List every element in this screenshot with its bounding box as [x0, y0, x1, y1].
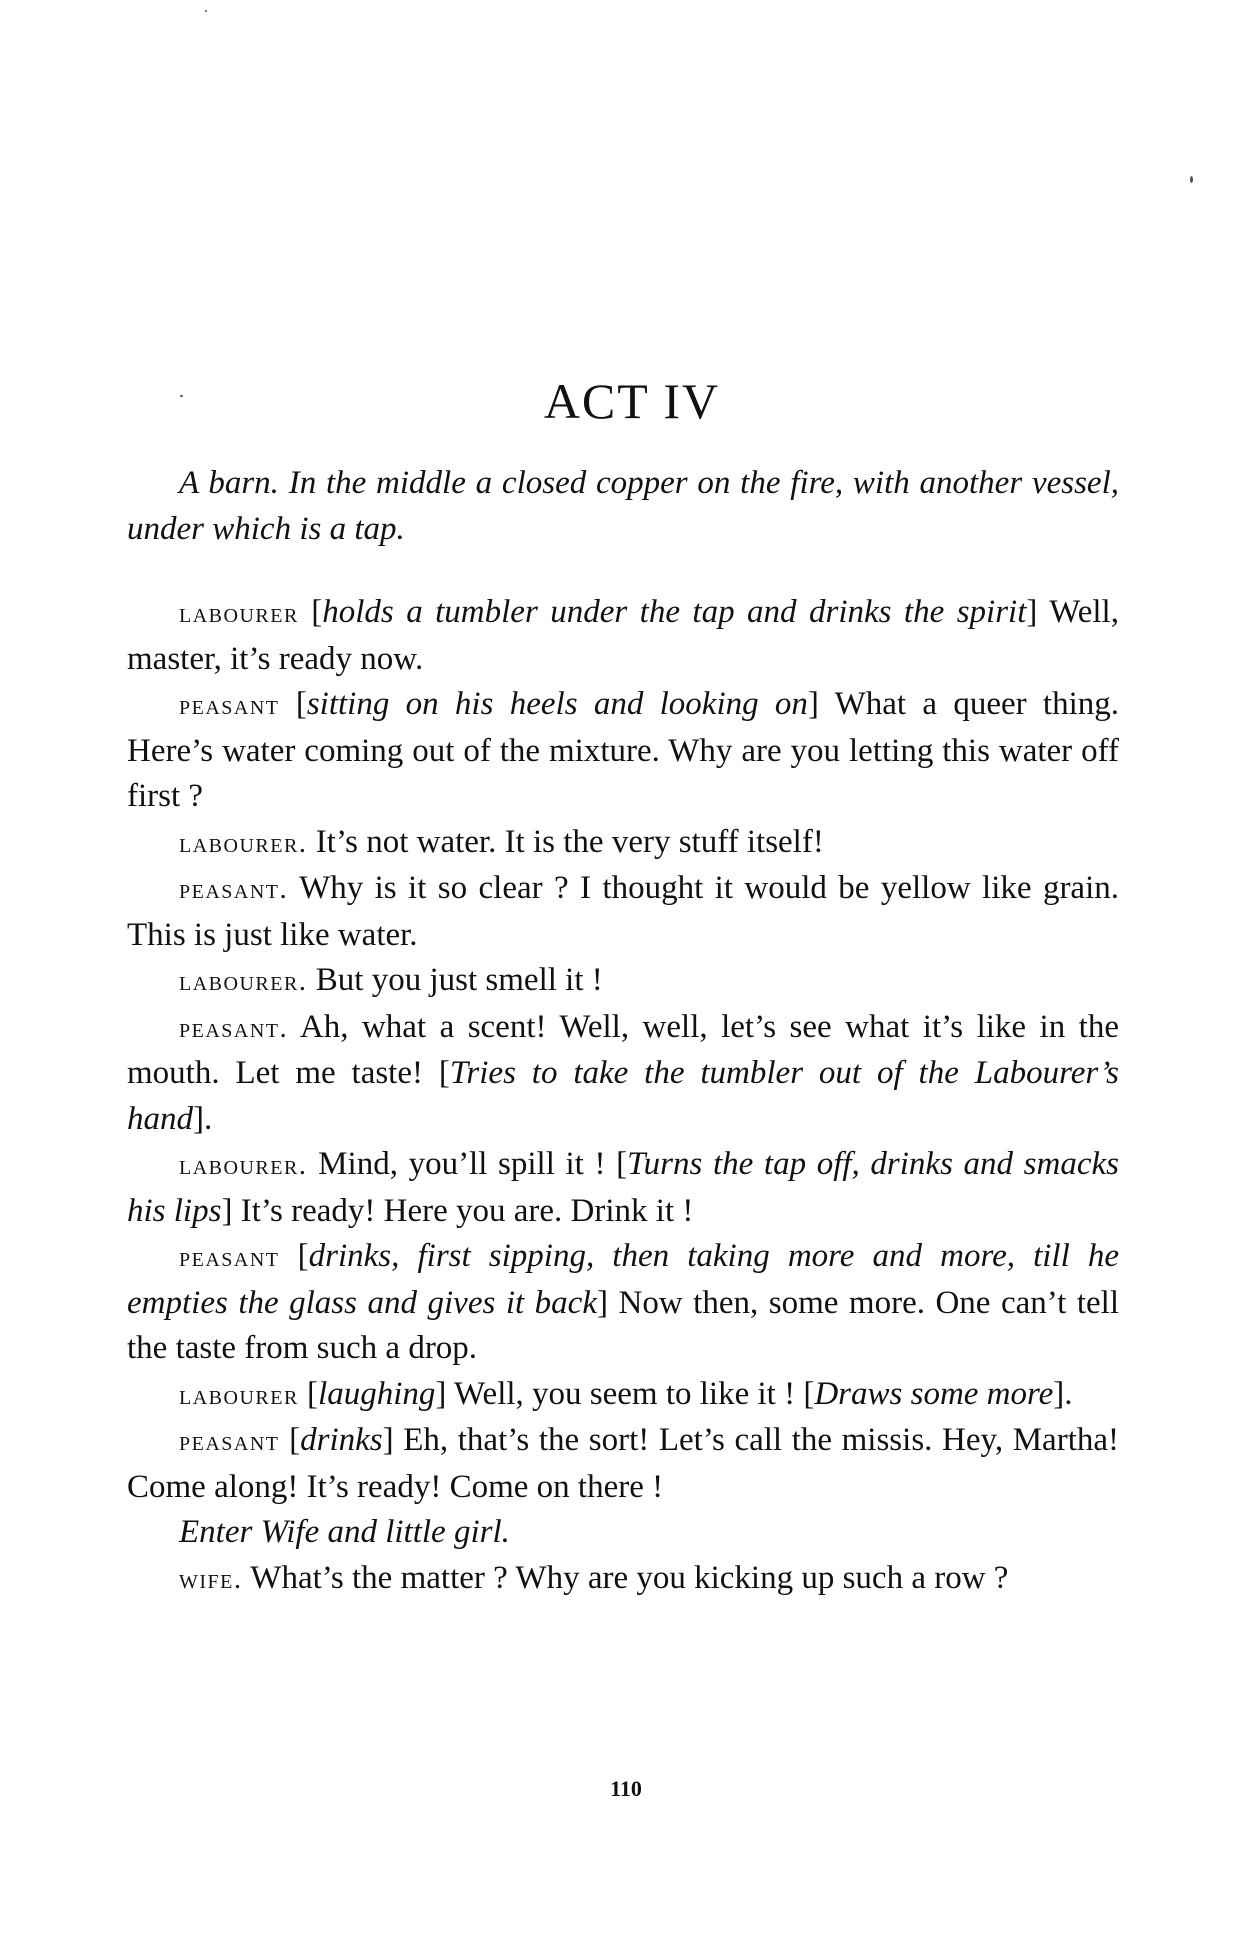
dialogue-text: But you just smell it !	[307, 962, 603, 998]
stage-direction: Turns the tap off, drinks and smacks his lips	[127, 1146, 1119, 1229]
stage-direction: drinks, first sipping, then taking more and more, till he empties the glass and gives it back	[127, 1238, 1119, 1321]
paper-speck	[180, 395, 183, 397]
stage-direction: drinks	[300, 1422, 383, 1458]
dialogue-text: What’s the matter ? Why are you kicking up such a row ?	[242, 1559, 1009, 1596]
speaker-name: wife.	[179, 1562, 243, 1595]
dialogue-text: Well, master, it’s ready now.	[127, 594, 1119, 677]
stage-direction: laughing	[318, 1375, 436, 1412]
dialogue-text-end: .	[204, 1100, 213, 1137]
dialogue-text: Eh, that’s the sort! Let’s call the missis. Hey, Martha! Come along! It’s ready! Come on there !	[127, 1422, 1119, 1505]
speaker-name: peasant.	[179, 873, 289, 905]
dialogue-line	[127, 866, 1119, 958]
dialogue-text: Ah, what a scent! Well, well, let’s see what it’s like in the mouth. Let me taste!	[127, 1008, 1119, 1091]
paper-speck	[1190, 176, 1193, 183]
speaker-name: peasant	[179, 1425, 280, 1457]
dialogue-text: Well, you seem to like it !	[446, 1375, 804, 1412]
dialogue-line: labourer [laughing] Well, you seem to like it ! [Draws some more].	[179, 1375, 1073, 1412]
stage-direction: Draws some more	[814, 1375, 1054, 1412]
speaker-name: peasant	[179, 689, 280, 721]
speaker-name: labourer	[179, 1378, 299, 1411]
dialogue-text: It’s not water. It is the very stuff itself!	[307, 823, 824, 860]
dialogue-text: What a queer thing. Here’s water coming out of the mixture. Why are you letting this water off first ?	[127, 686, 1119, 814]
dialogue-text-end: .	[1064, 1375, 1073, 1412]
dialogue-text: Mind, you’ll spill it !	[307, 1146, 617, 1182]
dialogue-line	[127, 1556, 1119, 1603]
dialogue-text-cont: It’s ready! Here you are. Drink it !	[232, 1192, 694, 1229]
play-text	[127, 461, 1119, 1602]
stage-entrance: Enter Wife and little girl.	[179, 1514, 510, 1550]
dialogue-line: labourer [holds a tumbler under the tap and drinks the spirit] Well, master, it’s ready now.	[127, 594, 1119, 677]
stage-direction: Tries to take the tumbler out of the Labourer’s hand	[127, 1055, 1119, 1137]
speaker-name: peasant	[179, 1241, 280, 1273]
paper-speck	[205, 10, 207, 12]
dialogue-line	[127, 958, 1119, 1005]
dialogue-text: Now then, some more. One can’t tell the taste from such a drop.	[127, 1284, 1119, 1366]
dialogue-line: peasant. Ah, what a scent! Well, well, let’s see what it’s like in the mouth. Let me taste! [Tries to take the tumbler out of the Labourer’s hand].	[127, 1008, 1119, 1137]
speaker-name: labourer.	[179, 826, 308, 859]
dialogue-line: peasant [drinks] Eh, that’s the sort! Let’s call the missis. Hey, Martha! Come along! It’s ready! Come on there !	[127, 1422, 1119, 1505]
act-title: ACT IV	[543, 373, 721, 429]
stage-direction: holds a tumbler under the tap and drinks the spirit	[322, 594, 1027, 630]
speaker-name: peasant.	[179, 1011, 289, 1044]
page-number: 110	[610, 1776, 642, 1801]
dialogue-line: peasant [sitting on his heels and looking on] What a queer thing. Here’s water coming out of the mixture. Why are you letting this water off first ?	[127, 686, 1119, 814]
dialogue-line: labourer. Mind, you’ll spill it ! [Turns the tap off, drinks and smacks his lips] It’s ready! Here you are. Drink it !	[127, 1146, 1119, 1229]
setting-description: A barn. In the middle a closed copper on the fire, with another vessel, under which is a tap.	[127, 465, 1119, 547]
speaker-name: labourer	[179, 597, 299, 629]
dialogue-line: peasant [drinks, first sipping, then taking more and more, till he empties the glass and gives it back] Now then, some more. One can’t tell the taste from such a drop.	[127, 1238, 1119, 1366]
dialogue-text: Why is it so clear ? I thought it would be yellow like grain. This is just like water.	[127, 870, 1119, 953]
dialogue-line	[127, 820, 1119, 867]
speaker-name: labourer.	[179, 965, 308, 997]
speaker-name: labourer.	[179, 1149, 308, 1181]
stage-direction: sitting on his heels and looking on	[306, 686, 808, 722]
